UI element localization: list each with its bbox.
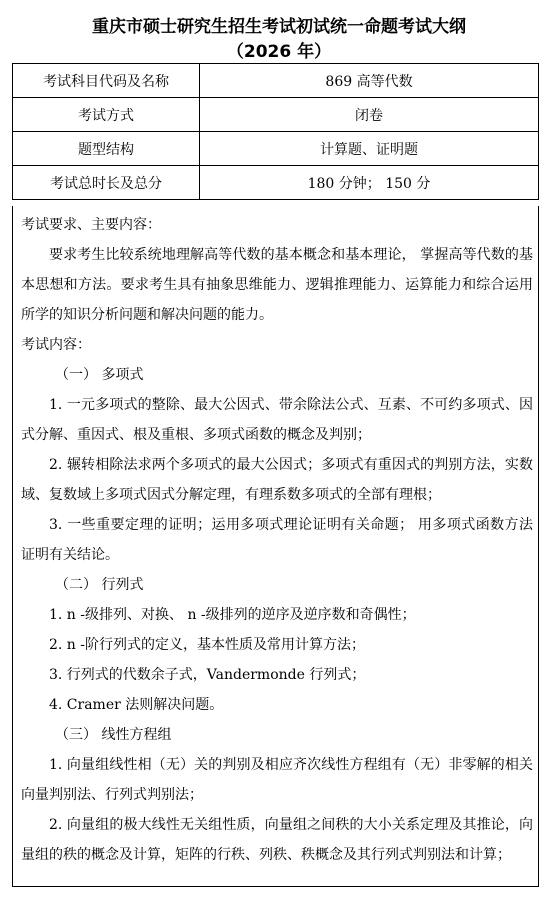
list-item: 2. 辗转相除法求两个多项式的最大公因式；多项式有重因式的判别方法，实数域、复数域上多项式因式分解定理，有理系数多项式的全部有理根； xyxy=(21,457,533,503)
list-item: 3. 一些重要定理的证明；运用多项式理论证明有关命题； 用多项式函数方法证明有关结论。 xyxy=(21,517,533,563)
list-item: 3. 行列式的代数余子式，Vandermonde 行列式； xyxy=(49,667,366,683)
info-label: 考试总时长及总分 xyxy=(13,166,200,200)
info-label: 考试方式 xyxy=(13,98,200,132)
section-title-polynomials: （一） 多项式 xyxy=(55,367,144,383)
list-item: 4. Cramer 法则解决问题。 xyxy=(49,697,224,713)
info-value: 180 分钟； 150 分 xyxy=(200,166,539,200)
list-item: 1. 一元多项式的整除、最大公因式、带余除法公式、互素、不可约多项式、因式分解、重因式、根及重根、多项式函数的概念及判别； xyxy=(21,397,533,443)
section-title-linear-systems: （三） 线性方程组 xyxy=(55,727,172,743)
info-value: 869 高等代数 xyxy=(200,64,539,98)
requirements-heading: 考试要求、主要内容： xyxy=(21,217,161,233)
exam-info-table xyxy=(12,63,539,200)
info-label: 题型结构 xyxy=(13,132,200,166)
list-item: 1. n -级排列、对换、 n -级排列的逆序及逆序数和奇偶性； xyxy=(49,607,416,623)
document-year: （2026 年） xyxy=(226,42,332,62)
list-item: 2. n -阶行列式的定义，基本性质及常用计算方法； xyxy=(49,637,366,653)
table-row xyxy=(13,166,539,200)
document-title: 重庆市硕士研究生招生考试初试统一命题考试大纲 xyxy=(92,17,466,37)
table-row xyxy=(13,132,539,166)
content-heading: 考试内容： xyxy=(21,337,91,353)
info-value: 计算题、证明题 xyxy=(200,132,539,166)
content-body xyxy=(21,210,533,870)
list-item: 2. 向量组的极大线性无关组性质，向量组之间秩的大小关系定理及其推论，向量组的秩的概念及计算，矩阵的行秩、列秩、秩概念及其行列式判别法和计算； xyxy=(21,817,533,863)
requirements-text: 要求考生比较系统地理解高等代数的基本概念和基本理论， 掌握高等代数的基本思想和方法。要求考生具有抽象思维能力、逻辑推理能力、运算能力和综合运用所学的知识分析问题和解决问题的能力。 xyxy=(21,247,533,323)
info-label: 考试科目代码及名称 xyxy=(13,64,200,98)
list-item: 1. 向量组线性相（无）关的判别及相应齐次线性方程组有（无）非零解的相关向量判别法、行列式判别法； xyxy=(21,757,533,803)
table-row xyxy=(13,98,539,132)
section-title-determinants: （二） 行列式 xyxy=(55,577,144,593)
info-value: 闭卷 xyxy=(200,98,539,132)
content-box xyxy=(12,206,539,887)
table-row xyxy=(13,64,539,98)
